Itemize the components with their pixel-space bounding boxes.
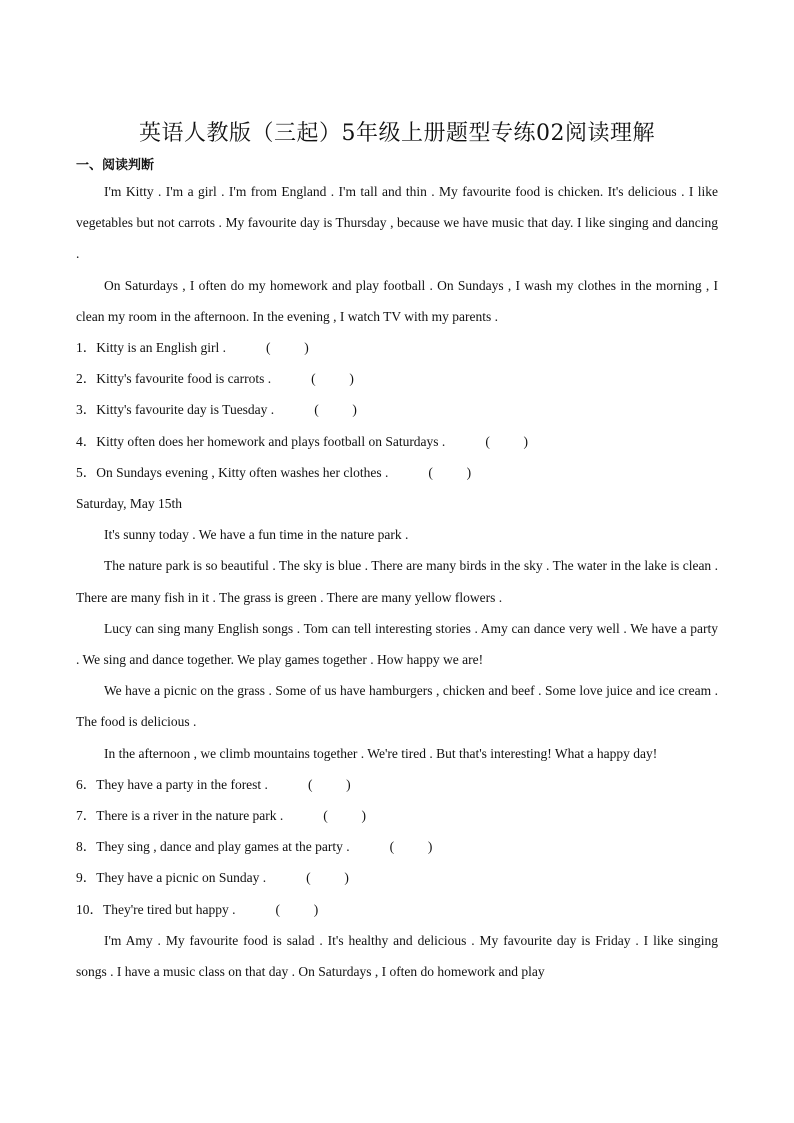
answer-blank[interactable]: ( ) xyxy=(266,340,309,356)
answer-blank[interactable]: ( ) xyxy=(275,901,319,917)
passage2-paragraph-1: It's sunny today . We have a fun time in the nature park . xyxy=(104,527,409,543)
answer-blank[interactable]: ( ) xyxy=(389,839,433,855)
passage2-paragraph-3: Lucy can sing many English songs . Tom can tell interesting stories . Amy can dance very well . We have a party . We sing and dance together. We play games together . How happy we are! xyxy=(76,620,718,668)
section-heading: 一、阅读判断 xyxy=(76,158,155,173)
question-text: 8．They sing , dance and play games at the party . xyxy=(76,839,350,855)
question-text: 4．Kitty often does her homework and plays football on Saturdays . xyxy=(76,433,446,449)
document-body xyxy=(76,176,718,987)
question-6 xyxy=(76,769,718,800)
question-3 xyxy=(76,394,718,425)
passage1-paragraph-2: On Saturdays , I often do my homework and play football . On Sundays , I wash my clothes in the morning , I clean my room in the afternoon. In the evening , I watch TV with my parents . xyxy=(76,277,718,324)
page-title: 英语人教版（三起）5年级上册题型专练02阅读理解 xyxy=(139,121,655,146)
question-text: 1．Kitty is an English girl . xyxy=(76,340,226,356)
passage2-paragraph-5: In the afternoon , we climb mountains together . We're tired . But that's interesting! What a happy day! xyxy=(104,745,658,761)
answer-blank[interactable]: ( ) xyxy=(485,433,529,449)
question-2 xyxy=(76,363,718,394)
answer-blank[interactable]: ( ) xyxy=(307,776,351,792)
question-4 xyxy=(76,426,718,457)
answer-blank[interactable]: ( ) xyxy=(323,808,367,824)
passage2-paragraph-2: The nature park is so beautiful . The sky is blue . There are many birds in the sky . The water in the lake is clean . There are many fish in it . The grass is green . There are many yellow flowers . xyxy=(76,558,718,605)
question-8 xyxy=(76,831,718,862)
answer-blank[interactable]: ( ) xyxy=(428,464,472,480)
question-text: 3．Kitty's favourite day is Tuesday . xyxy=(76,402,275,418)
passage1-paragraph-1: I'm Kitty . I'm a girl . I'm from England . I'm tall and thin . My favourite food is chicken. It's delicious . I like vegetables but not carrots . My favourite day is Thursday , because we have music that day. I like singing and dancing . xyxy=(76,184,718,262)
question-7 xyxy=(76,800,718,831)
answer-blank[interactable]: ( ) xyxy=(306,870,349,886)
answer-blank[interactable]: ( ) xyxy=(314,402,357,418)
passage3-paragraph-1: I'm Amy . My favourite food is salad . It's healthy and delicious . My favourite day is Friday . I like singing songs . I have a music class on that day . On Saturdays , I often do homework and play xyxy=(76,932,718,980)
question-text: 2．Kitty's favourite food is carrots . xyxy=(76,371,272,387)
passage2-paragraph-4: We have a picnic on the grass . Some of us have hamburgers , chicken and beef . Some love juice and ice cream . The food is delicious . xyxy=(76,683,718,730)
question-9 xyxy=(76,862,718,893)
question-text: 6．They have a party in the forest . xyxy=(76,776,268,792)
question-5 xyxy=(76,457,718,488)
question-text: 7．There is a river in the nature park . xyxy=(76,808,284,824)
question-10 xyxy=(76,894,718,925)
question-text: 9．They have a picnic on Sunday . xyxy=(76,870,267,886)
question-text: 10．They're tired but happy . xyxy=(76,901,236,917)
answer-blank[interactable]: ( ) xyxy=(311,371,354,387)
question-text: 5．On Sundays evening , Kitty often washes her clothes . xyxy=(76,464,389,480)
question-1 xyxy=(76,332,718,363)
date-line: Saturday, May 15th xyxy=(76,496,182,512)
